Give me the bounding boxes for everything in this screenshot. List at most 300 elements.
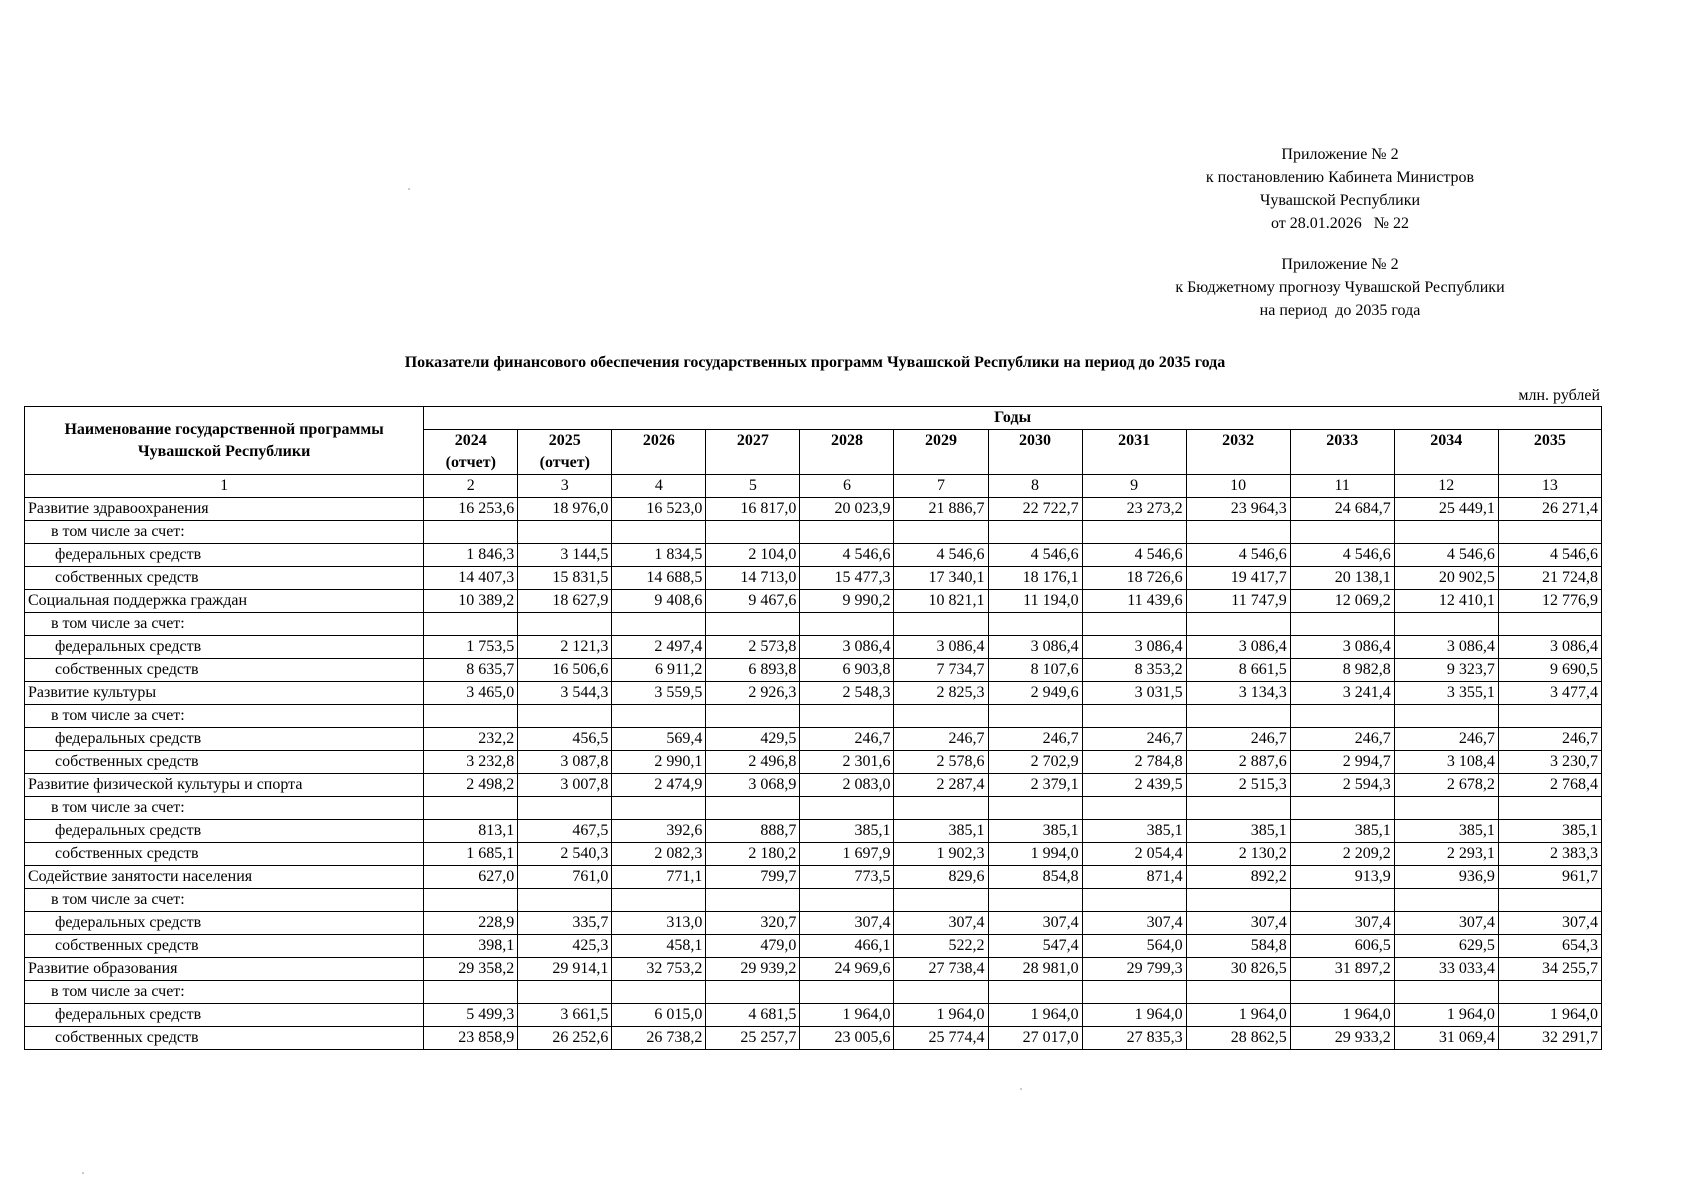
column-number: 2 (424, 475, 518, 498)
breakdown-caption-row (25, 981, 1602, 1004)
value-cell: 313,0 (612, 912, 706, 935)
row-name: в том числе за счет: (25, 981, 424, 1004)
value-cell: 228,9 (424, 912, 518, 935)
column-number: 5 (706, 475, 800, 498)
value-cell: 9 467,6 (706, 590, 800, 613)
year-column-header (424, 430, 518, 475)
year-note: (отчет) (539, 454, 590, 471)
year-note (1294, 452, 1391, 474)
value-cell: 25 449,1 (1394, 498, 1498, 521)
value-cell: 2 887,6 (1186, 751, 1290, 774)
value-cell: 1 964,0 (1290, 1004, 1394, 1027)
year-column-header (518, 430, 612, 475)
value-cell: 11 194,0 (988, 590, 1082, 613)
year-column-header (1498, 430, 1601, 475)
column-number: 11 (1290, 475, 1394, 498)
year-label: 2025 (548, 432, 581, 449)
value-cell: 961,7 (1498, 866, 1601, 889)
value-cell: 429,5 (706, 728, 800, 751)
value-cell: 913,9 (1290, 866, 1394, 889)
value-cell (988, 705, 1082, 728)
program-row (25, 498, 1602, 521)
value-cell: 27 738,4 (894, 958, 988, 981)
value-cell: 2 083,0 (800, 774, 894, 797)
value-cell (1394, 705, 1498, 728)
value-cell (1498, 705, 1601, 728)
value-cell: 1 964,0 (1082, 1004, 1186, 1027)
value-cell: 5 499,3 (424, 1004, 518, 1027)
value-cell (988, 613, 1082, 636)
value-cell (518, 981, 612, 1004)
funding-source-row (25, 912, 1602, 935)
value-cell: 18 726,6 (1082, 567, 1186, 590)
value-cell: 10 389,2 (424, 590, 518, 613)
value-cell: 385,1 (1394, 820, 1498, 843)
value-cell: 2 515,3 (1186, 774, 1290, 797)
value-cell: 564,0 (1082, 935, 1186, 958)
scan-speck (408, 188, 410, 190)
value-cell (894, 797, 988, 820)
value-cell: 2 548,3 (800, 682, 894, 705)
value-cell: 307,4 (800, 912, 894, 935)
value-cell: 3 068,9 (706, 774, 800, 797)
value-cell: 18 976,0 (518, 498, 612, 521)
year-label: 2026 (642, 432, 675, 449)
row-name: собственных средств (25, 843, 424, 866)
value-cell: 14 688,5 (612, 567, 706, 590)
column-number: 10 (1186, 475, 1290, 498)
value-cell: 385,1 (1498, 820, 1601, 843)
value-cell: 4 546,6 (894, 544, 988, 567)
value-cell: 16 506,6 (518, 659, 612, 682)
value-cell: 246,7 (1394, 728, 1498, 751)
row-name: собственных средств (25, 751, 424, 774)
value-cell: 2 768,4 (1498, 774, 1601, 797)
value-cell: 3 144,5 (518, 544, 612, 567)
value-cell: 8 982,8 (1290, 659, 1394, 682)
value-cell: 6 893,8 (706, 659, 800, 682)
value-cell: 23 858,9 (424, 1027, 518, 1050)
value-cell: 29 939,2 (706, 958, 800, 981)
row-name: Содействие занятости населения (25, 866, 424, 889)
value-cell: 1 753,5 (424, 636, 518, 659)
breakdown-caption-row (25, 521, 1602, 544)
breakdown-caption-row (25, 613, 1602, 636)
value-cell: 27 835,3 (1082, 1027, 1186, 1050)
funding-source-row (25, 1027, 1602, 1050)
value-cell: 30 826,5 (1186, 958, 1290, 981)
value-cell: 3 086,4 (1290, 636, 1394, 659)
value-cell: 307,4 (988, 912, 1082, 935)
value-cell (424, 521, 518, 544)
row-name: Развитие физической культуры и спорта (25, 774, 424, 797)
value-cell: 3 559,5 (612, 682, 706, 705)
value-cell: 18 627,9 (518, 590, 612, 613)
value-cell (1394, 613, 1498, 636)
value-cell (1186, 705, 1290, 728)
breakdown-caption-row (25, 797, 1602, 820)
value-cell: 31 069,4 (1394, 1027, 1498, 1050)
years-header: Годы (424, 407, 1602, 430)
value-cell: 2 573,8 (706, 636, 800, 659)
value-cell: 14 713,0 (706, 567, 800, 590)
value-cell: 771,1 (612, 866, 706, 889)
value-cell (518, 613, 612, 636)
value-cell: 246,7 (1498, 728, 1601, 751)
value-cell: 15 477,3 (800, 567, 894, 590)
year-label: 2032 (1222, 432, 1255, 449)
value-cell: 385,1 (1082, 820, 1186, 843)
row-name: федеральных средств (25, 912, 424, 935)
value-cell: 246,7 (1186, 728, 1290, 751)
value-cell (1290, 981, 1394, 1004)
value-cell (1186, 613, 1290, 636)
value-cell: 15 831,5 (518, 567, 612, 590)
value-cell (1498, 981, 1601, 1004)
year-note (803, 452, 890, 474)
value-cell (894, 521, 988, 544)
value-cell: 26 738,2 (612, 1027, 706, 1050)
value-cell (800, 797, 894, 820)
value-cell: 2 578,6 (894, 751, 988, 774)
value-cell: 3 108,4 (1394, 751, 1498, 774)
value-cell: 17 340,1 (894, 567, 988, 590)
value-cell: 1 964,0 (800, 1004, 894, 1027)
value-cell: 23 273,2 (1082, 498, 1186, 521)
column-number: 7 (894, 475, 988, 498)
value-cell (988, 889, 1082, 912)
value-cell: 3 544,3 (518, 682, 612, 705)
value-cell (1290, 797, 1394, 820)
value-cell: 10 821,1 (894, 590, 988, 613)
value-cell: 20 902,5 (1394, 567, 1498, 590)
value-cell: 936,9 (1394, 866, 1498, 889)
value-cell (612, 889, 706, 912)
value-cell: 385,1 (1186, 820, 1290, 843)
value-cell: 34 255,7 (1498, 958, 1601, 981)
value-cell: 2 293,1 (1394, 843, 1498, 866)
value-cell: 9 323,7 (1394, 659, 1498, 682)
row-name: в том числе за счет: (25, 613, 424, 636)
value-cell: 3 086,4 (1498, 636, 1601, 659)
year-note (992, 452, 1079, 474)
value-cell: 16 253,6 (424, 498, 518, 521)
appendix-line: от 28.01.2026 № 22 (1270, 215, 1410, 232)
value-cell: 20 138,1 (1290, 567, 1394, 590)
appendix-block-forecast (1150, 253, 1530, 322)
value-cell: 2 784,8 (1082, 751, 1186, 774)
value-cell: 25 774,4 (894, 1027, 988, 1050)
breakdown-caption-row (25, 705, 1602, 728)
value-cell: 27 017,0 (988, 1027, 1082, 1050)
value-cell (612, 521, 706, 544)
value-cell (612, 705, 706, 728)
value-cell: 21 724,8 (1498, 567, 1601, 590)
value-cell: 2 439,5 (1082, 774, 1186, 797)
year-column-header (706, 430, 800, 475)
year-note (709, 452, 796, 474)
value-cell: 4 546,6 (1498, 544, 1601, 567)
value-cell: 4 681,5 (706, 1004, 800, 1027)
value-cell: 26 271,4 (1498, 498, 1601, 521)
value-cell: 11 747,9 (1186, 590, 1290, 613)
row-name: федеральных средств (25, 1004, 424, 1027)
value-cell: 2 496,8 (706, 751, 800, 774)
value-cell: 2 949,6 (988, 682, 1082, 705)
value-cell (424, 889, 518, 912)
value-cell (894, 613, 988, 636)
value-cell: 29 933,2 (1290, 1027, 1394, 1050)
year-label: 2034 (1430, 432, 1463, 449)
row-name: федеральных средств (25, 820, 424, 843)
value-cell: 3 086,4 (894, 636, 988, 659)
units-label: млн. рублей (1518, 387, 1600, 404)
scan-speck (82, 1172, 84, 1174)
value-cell (1186, 889, 1290, 912)
row-name: собственных средств (25, 1027, 424, 1050)
value-cell: 3 477,4 (1498, 682, 1601, 705)
value-cell: 8 353,2 (1082, 659, 1186, 682)
value-cell: 23 005,6 (800, 1027, 894, 1050)
funding-source-row (25, 820, 1602, 843)
value-cell: 16 523,0 (612, 498, 706, 521)
year-column-header (988, 430, 1082, 475)
row-name: в том числе за счет: (25, 705, 424, 728)
value-cell: 466,1 (800, 935, 894, 958)
value-cell: 8 107,6 (988, 659, 1082, 682)
funding-source-row (25, 935, 1602, 958)
value-cell: 606,5 (1290, 935, 1394, 958)
column-number: 12 (1394, 475, 1498, 498)
funding-source-row (25, 567, 1602, 590)
column-number: 3 (518, 475, 612, 498)
year-label: 2029 (924, 432, 957, 449)
value-cell (894, 889, 988, 912)
value-cell (518, 797, 612, 820)
value-cell (1498, 613, 1601, 636)
program-name-header: Наименование государственной программы Чувашской Республики (25, 407, 424, 475)
appendix-line: на период до 2035 года (1259, 302, 1421, 319)
value-cell (894, 705, 988, 728)
year-column-header (894, 430, 988, 475)
value-cell: 761,0 (518, 866, 612, 889)
value-cell (1186, 797, 1290, 820)
value-cell: 21 886,7 (894, 498, 988, 521)
row-name: собственных средств (25, 935, 424, 958)
value-cell: 3 134,3 (1186, 682, 1290, 705)
value-cell: 2 702,9 (988, 751, 1082, 774)
value-cell: 4 546,6 (988, 544, 1082, 567)
value-cell: 2 383,3 (1498, 843, 1601, 866)
value-cell (1186, 981, 1290, 1004)
funding-source-row (25, 544, 1602, 567)
value-cell: 2 209,2 (1290, 843, 1394, 866)
funding-source-row (25, 659, 1602, 682)
year-column-header (612, 430, 706, 475)
value-cell (706, 797, 800, 820)
column-number: 4 (612, 475, 706, 498)
value-cell: 6 903,8 (800, 659, 894, 682)
table-body (25, 498, 1602, 1050)
breakdown-caption-row (25, 889, 1602, 912)
year-note (897, 452, 984, 474)
value-cell: 32 753,2 (612, 958, 706, 981)
row-name: собственных средств (25, 567, 424, 590)
row-name: Развитие культуры (25, 682, 424, 705)
value-cell (518, 889, 612, 912)
value-cell: 385,1 (894, 820, 988, 843)
value-cell (1498, 797, 1601, 820)
year-note (1190, 452, 1287, 474)
value-cell (1394, 797, 1498, 820)
value-cell: 12 776,9 (1498, 590, 1601, 613)
value-cell: 335,7 (518, 912, 612, 935)
row-name: в том числе за счет: (25, 521, 424, 544)
value-cell (612, 797, 706, 820)
value-cell: 1 902,3 (894, 843, 988, 866)
value-cell (1290, 521, 1394, 544)
budget-table (24, 406, 1602, 1050)
value-cell: 2 474,9 (612, 774, 706, 797)
value-cell: 2 498,2 (424, 774, 518, 797)
value-cell (800, 981, 894, 1004)
value-cell: 654,3 (1498, 935, 1601, 958)
value-cell: 307,4 (1082, 912, 1186, 935)
value-cell: 28 862,5 (1186, 1027, 1290, 1050)
value-cell: 2 301,6 (800, 751, 894, 774)
value-cell (518, 521, 612, 544)
value-cell: 2 497,4 (612, 636, 706, 659)
value-cell: 2 990,1 (612, 751, 706, 774)
value-cell: 307,4 (1186, 912, 1290, 935)
program-row (25, 590, 1602, 613)
value-cell: 6 015,0 (612, 1004, 706, 1027)
value-cell: 425,3 (518, 935, 612, 958)
value-cell: 246,7 (1290, 728, 1394, 751)
value-cell: 246,7 (1082, 728, 1186, 751)
value-cell: 1 685,1 (424, 843, 518, 866)
year-note (1086, 452, 1183, 474)
value-cell: 3 007,8 (518, 774, 612, 797)
funding-source-row (25, 1004, 1602, 1027)
value-cell: 3 232,8 (424, 751, 518, 774)
value-cell: 3 465,0 (424, 682, 518, 705)
value-cell: 29 799,3 (1082, 958, 1186, 981)
value-cell: 799,7 (706, 866, 800, 889)
value-cell: 1 846,3 (424, 544, 518, 567)
value-cell: 8 661,5 (1186, 659, 1290, 682)
appendix-line: к постановлению Кабинета Министров (1205, 169, 1475, 186)
value-cell: 1 964,0 (1498, 1004, 1601, 1027)
year-note: (отчет) (445, 454, 496, 471)
value-cell: 2 180,2 (706, 843, 800, 866)
value-cell: 1 994,0 (988, 843, 1082, 866)
value-cell (988, 981, 1082, 1004)
value-cell: 3 087,8 (518, 751, 612, 774)
value-cell (1290, 705, 1394, 728)
year-note (615, 452, 702, 474)
value-cell: 2 082,3 (612, 843, 706, 866)
value-cell: 3 086,4 (1394, 636, 1498, 659)
value-cell: 2 054,4 (1082, 843, 1186, 866)
funding-source-row (25, 636, 1602, 659)
scan-speck (1020, 1088, 1022, 1090)
appendix-line: Приложение № 2 (1281, 146, 1399, 163)
value-cell (988, 521, 1082, 544)
value-cell: 19 417,7 (1186, 567, 1290, 590)
value-cell: 3 086,4 (988, 636, 1082, 659)
funding-source-row (25, 751, 1602, 774)
appendix-block-resolution (1180, 143, 1500, 235)
value-cell: 2 994,7 (1290, 751, 1394, 774)
value-cell (800, 889, 894, 912)
value-cell: 3 031,5 (1082, 682, 1186, 705)
value-cell (612, 613, 706, 636)
value-cell: 522,2 (894, 935, 988, 958)
value-cell: 23 964,3 (1186, 498, 1290, 521)
value-cell (1394, 981, 1498, 1004)
year-note (1398, 452, 1495, 474)
value-cell (1082, 705, 1186, 728)
value-cell: 246,7 (894, 728, 988, 751)
year-label: 2035 (1533, 432, 1566, 449)
document-title: Показатели финансового обеспечения государственных программ Чувашской Республики на период до 2035 года (404, 354, 1226, 371)
value-cell: 2 121,3 (518, 636, 612, 659)
column-number: 8 (988, 475, 1082, 498)
year-column-header (1290, 430, 1394, 475)
value-cell: 11 439,6 (1082, 590, 1186, 613)
appendix-line: Приложение № 2 (1281, 256, 1399, 273)
value-cell (800, 705, 894, 728)
value-cell: 385,1 (800, 820, 894, 843)
value-cell: 3 355,1 (1394, 682, 1498, 705)
value-cell: 584,8 (1186, 935, 1290, 958)
value-cell (894, 981, 988, 1004)
value-cell: 2 379,1 (988, 774, 1082, 797)
row-name: Развитие образования (25, 958, 424, 981)
value-cell: 627,0 (424, 866, 518, 889)
value-cell: 3 230,7 (1498, 751, 1601, 774)
row-name: федеральных средств (25, 544, 424, 567)
value-cell: 9 408,6 (612, 590, 706, 613)
value-cell: 33 033,4 (1394, 958, 1498, 981)
value-cell: 7 734,7 (894, 659, 988, 682)
value-cell: 246,7 (800, 728, 894, 751)
value-cell (800, 521, 894, 544)
value-cell: 3 086,4 (1186, 636, 1290, 659)
value-cell: 9 990,2 (800, 590, 894, 613)
year-label: 2033 (1326, 432, 1359, 449)
value-cell: 29 358,2 (424, 958, 518, 981)
value-cell: 1 964,0 (1186, 1004, 1290, 1027)
value-cell: 547,4 (988, 935, 1082, 958)
value-cell (424, 705, 518, 728)
value-cell: 12 410,1 (1394, 590, 1498, 613)
value-cell: 24 684,7 (1290, 498, 1394, 521)
value-cell: 392,6 (612, 820, 706, 843)
value-cell: 3 241,4 (1290, 682, 1394, 705)
program-row (25, 774, 1602, 797)
column-number: 9 (1082, 475, 1186, 498)
row-name: федеральных средств (25, 728, 424, 751)
value-cell: 871,4 (1082, 866, 1186, 889)
value-cell: 1 964,0 (894, 1004, 988, 1027)
value-cell: 1 697,9 (800, 843, 894, 866)
value-cell: 1 964,0 (988, 1004, 1082, 1027)
value-cell: 32 291,7 (1498, 1027, 1601, 1050)
value-cell (988, 797, 1082, 820)
value-cell: 24 969,6 (800, 958, 894, 981)
